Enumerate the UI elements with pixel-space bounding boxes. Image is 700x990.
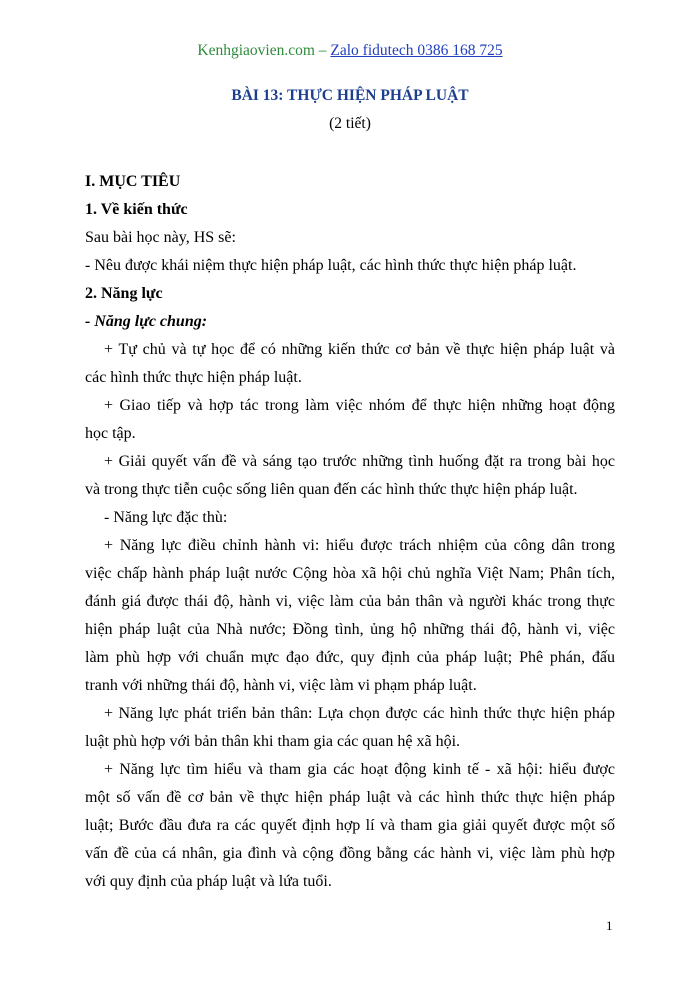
paragraph-line: luật phù hợp với bản thân khi tham gia các quan hệ xã hội.	[85, 733, 461, 750]
section-objectives-heading: I. MỤC TIÊU	[85, 173, 181, 190]
paragraph-line: một số vấn đề cơ bản về thực hiện pháp luật và các hình thức thực hiện pháp	[85, 789, 615, 806]
knowledge-intro: Sau bài học này, HS sẽ:	[85, 229, 236, 246]
site-link[interactable]: Kenhgiaovien.com	[197, 42, 315, 59]
lesson-duration: (2 tiết)	[329, 115, 371, 132]
paragraph-line: hiện pháp luật của Nhà nước; Đồng tình, ủng hộ những thái độ, hành vi, việc	[85, 621, 615, 638]
paragraph-line: tranh với những thái độ, hành vi, việc làm vi phạm pháp luật.	[85, 677, 477, 694]
general-competence-heading: - Năng lực chung:	[85, 313, 208, 330]
lesson-title: BÀI 13: THỰC HIỆN PHÁP LUẬT	[231, 87, 469, 104]
paragraph-line: + Năng lực điều chỉnh hành vi: hiểu được trách nhiệm của công dân trong	[104, 537, 615, 554]
knowledge-heading: 1. Về kiến thức	[85, 201, 188, 218]
paragraph-line: làm phù hợp với chuẩn mực đạo đức, quy định của pháp luật; Phê phán, đấu	[85, 649, 615, 666]
paragraph-line: + Năng lực tìm hiểu và tham gia các hoạt động kinh tế - xã hội: hiểu được	[104, 761, 615, 778]
paragraph-line: học tập.	[85, 425, 136, 442]
paragraph-line: vấn đề của cá nhân, gia đình và cộng đồng bằng các hành vi, việc làm phù hợp	[85, 845, 615, 862]
paragraph-line: + Tự chủ và tự học để có những kiến thức cơ bản về thực hiện pháp luật và	[104, 341, 615, 358]
page-number: 1	[606, 918, 613, 933]
competence-heading: 2. Năng lực	[85, 285, 163, 302]
zalo-contact-link[interactable]: Zalo fidutech 0386 168 725	[330, 42, 503, 59]
specific-competence-heading: - Năng lực đặc thù:	[104, 509, 228, 526]
paragraph-line: + Giao tiếp và hợp tác trong làm việc nhóm để thực hiện những hoạt động	[104, 397, 615, 414]
paragraph-line: + Năng lực phát triển bản thân: Lựa chọn được các hình thức thực hiện pháp	[104, 705, 615, 722]
page-header	[0, 42, 700, 60]
paragraph-line: luật; Bước đầu đưa ra các quyết định hợp lí và tham gia giải quyết được một số	[85, 817, 615, 834]
header-separator: –	[314, 42, 331, 59]
knowledge-item: - Nêu được khái niệm thực hiện pháp luật, các hình thức thực hiện pháp luật.	[85, 257, 577, 274]
paragraph-line: các hình thức thực hiện pháp luật.	[85, 369, 302, 386]
paragraph-line: với quy định của pháp luật và lứa tuổi.	[85, 873, 332, 890]
paragraph-line: và trong thực tiễn cuộc sống liên quan đến các hình thức thực hiện pháp luật.	[85, 481, 578, 498]
paragraph-line: việc chấp hành pháp luật nước Cộng hòa xã hội chủ nghĩa Việt Nam; Phân tích,	[85, 565, 615, 582]
lesson-content	[85, 168, 615, 896]
paragraph-line: đánh giá được thái độ, hành vi, việc làm của bản thân và người khác trong thực	[85, 593, 615, 610]
paragraph-line: + Giải quyết vấn đề và sáng tạo trước những tình huống đặt ra trong bài học	[104, 453, 615, 470]
